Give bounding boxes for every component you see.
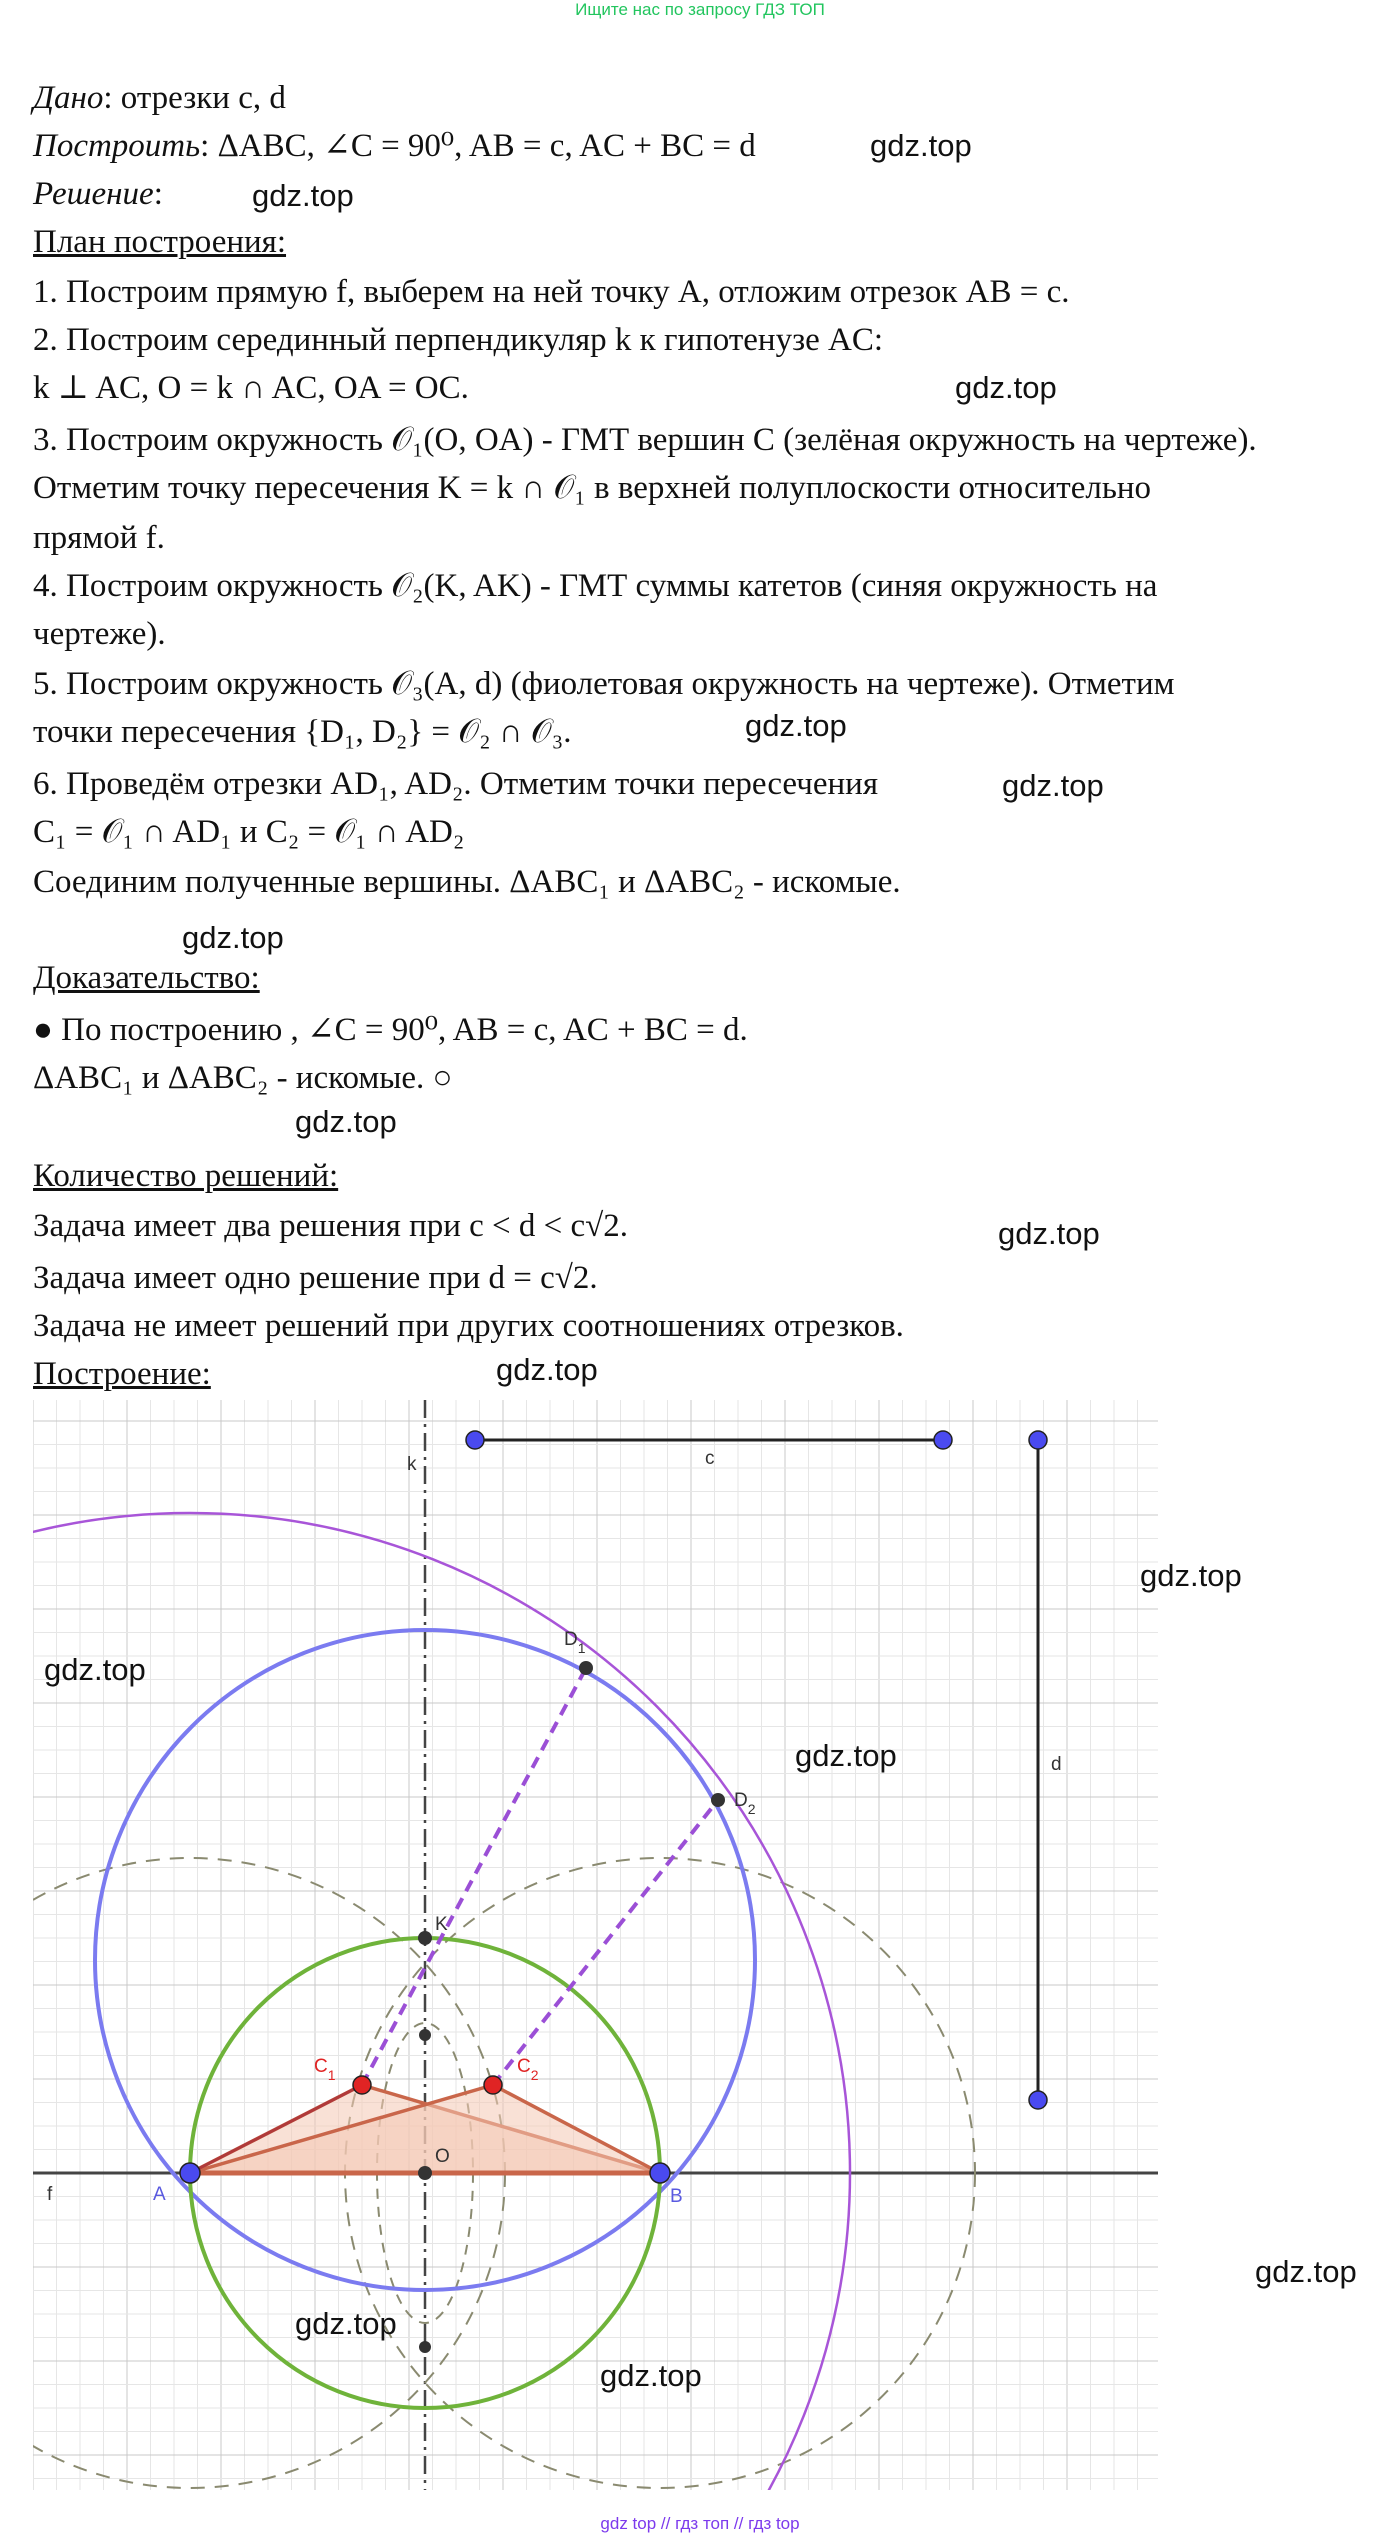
label-d2-letter: D	[734, 1790, 748, 1811]
watermark-4: gdz.top	[745, 708, 847, 743]
purple-circle-o3	[33, 1513, 850, 2490]
solution-text: :	[153, 176, 163, 212]
watermark-1: gdz.top	[870, 128, 972, 163]
watermark-11: gdz.top	[44, 1652, 146, 1687]
construct-line	[33, 126, 756, 166]
watermark-10: gdz.top	[1140, 1558, 1242, 1593]
label-d2	[734, 1790, 756, 1817]
label-k-point: K	[435, 1914, 448, 1935]
point-c1	[353, 2076, 371, 2094]
label-o: O	[435, 2146, 450, 2167]
blue-circle-o2	[95, 1630, 755, 2290]
count-line-1: Задача имеет два решения при c < d < c√2.	[33, 1208, 629, 1244]
construction-heading: Построение:	[33, 1356, 211, 1392]
point-intersection-upper	[419, 2029, 431, 2041]
construct-label: Построить	[33, 128, 201, 164]
plan-line-4: 3. Построим окружность 𝒪₁(O, OA) - ГМТ вершин C (зелёная окружность на чертеже).	[33, 422, 1257, 458]
point-d-end	[1029, 2091, 1047, 2109]
label-c2-sub: 2	[530, 2067, 539, 2083]
plan-line-3: k ⊥ AC, O = k ∩ AC, OA = OC.	[33, 370, 469, 406]
watermark-2: gdz.top	[252, 178, 354, 213]
label-d1-sub: 1	[577, 1640, 586, 1656]
plan-line-8: чертеже).	[33, 616, 166, 652]
label-c: c	[705, 1448, 715, 1469]
watermark-5: gdz.top	[1002, 768, 1104, 803]
point-o	[418, 2166, 432, 2180]
point-k	[418, 1931, 432, 1945]
label-c1-letter: C	[314, 2056, 328, 2077]
solution-label: Решение	[33, 176, 154, 212]
plan-line-9: 5. Построим окружность 𝒪₃(A, d) (фиолетовая окружность на чертеже). Отметим	[33, 666, 1175, 702]
plan-line-2: 2. Построим серединный перпендикуляр k к гипотенузе AC:	[33, 322, 884, 358]
plan-line-12: C₁ = 𝒪₁ ∩ AD₁ и C₂ = 𝒪₁ ∩ AD₂	[33, 814, 465, 850]
point-d1	[579, 1661, 593, 1675]
label-k: k	[407, 1454, 417, 1475]
watermark-12: gdz.top	[795, 1738, 897, 1773]
given-label: Дано	[33, 80, 104, 116]
proof-heading: Доказательство:	[33, 960, 260, 996]
watermark-15: gdz.top	[600, 2358, 702, 2393]
count-line-3: Задача не имеет решений при других соотношениях отрезков.	[33, 1308, 904, 1344]
plan-line-11: 6. Проведём отрезки AD₁, AD₂. Отметим точки пересечения	[33, 766, 878, 802]
watermark-6: gdz.top	[182, 920, 284, 955]
plan-line-10: точки пересечения {D₁, D₂} = 𝒪₂ ∩ 𝒪₃.	[33, 714, 572, 750]
proof-line-2: ΔABC₁ и ΔABC₂ - искомые. ○	[33, 1060, 453, 1096]
label-d1-letter: D	[564, 1629, 578, 1650]
point-d-start	[1029, 1431, 1047, 1449]
label-d: d	[1051, 1754, 1062, 1775]
watermark-7: gdz.top	[295, 1104, 397, 1139]
label-b: B	[670, 2186, 683, 2207]
watermark-9: gdz.top	[496, 1352, 598, 1387]
given-line	[33, 78, 286, 118]
grid	[33, 1400, 1158, 2490]
label-d1	[564, 1629, 586, 1656]
watermark-8: gdz.top	[998, 1216, 1100, 1251]
point-c-end	[934, 1431, 952, 1449]
proof-line-1: ● По построению , ∠C = 90⁰, AB = c, AC + BC = d.	[33, 1012, 748, 1048]
point-c2	[484, 2076, 502, 2094]
solution-line	[33, 174, 163, 214]
point-intersection-lower	[419, 2341, 431, 2353]
plan-line-7: 4. Построим окружность 𝒪₂(K, AK) - ГМТ суммы катетов (синяя окружность на	[33, 568, 1158, 604]
label-f: f	[47, 2184, 53, 2205]
plan-line-6: прямой f.	[33, 520, 165, 556]
plan-heading: План построения:	[33, 224, 287, 260]
plan-line-13: Соединим полученные вершины. ΔABC₁ и ΔABC₂ - искомые.	[33, 864, 901, 900]
label-c2-letter: C	[517, 2056, 531, 2077]
point-c-start	[466, 1431, 484, 1449]
given-text: : отрезки c, d	[103, 80, 286, 116]
top-banner[interactable]: Ищите нас по запросу ГДЗ ТОП	[575, 0, 825, 19]
count-line-2: Задача имеет одно решение при d = c√2.	[33, 1260, 598, 1296]
point-a	[180, 2163, 200, 2183]
construct-text: : ΔABC, ∠C = 90⁰, AB = c, AC + BC = d	[200, 128, 756, 164]
plan-line-1: 1. Построим прямую f, выберем на ней точку A, отложим отрезок AB = c.	[33, 274, 1070, 310]
label-d2-sub: 2	[747, 1801, 756, 1817]
watermark-14: gdz.top	[295, 2306, 397, 2341]
construction-figure	[33, 1400, 1158, 2490]
label-a: A	[153, 2184, 166, 2205]
watermark-3: gdz.top	[955, 370, 1057, 405]
point-b	[650, 2163, 670, 2183]
watermark-13: gdz.top	[1255, 2254, 1357, 2289]
count-heading: Количество решений:	[33, 1158, 339, 1194]
bottom-banner[interactable]: gdz top // гдз топ // гдз top	[600, 2514, 800, 2533]
point-d2	[711, 1793, 725, 1807]
label-c1-sub: 1	[327, 2067, 336, 2083]
plan-line-5: Отметим точку пересечения K = k ∩ 𝒪₁ в верхней полуплоскости относительно	[33, 470, 1152, 506]
